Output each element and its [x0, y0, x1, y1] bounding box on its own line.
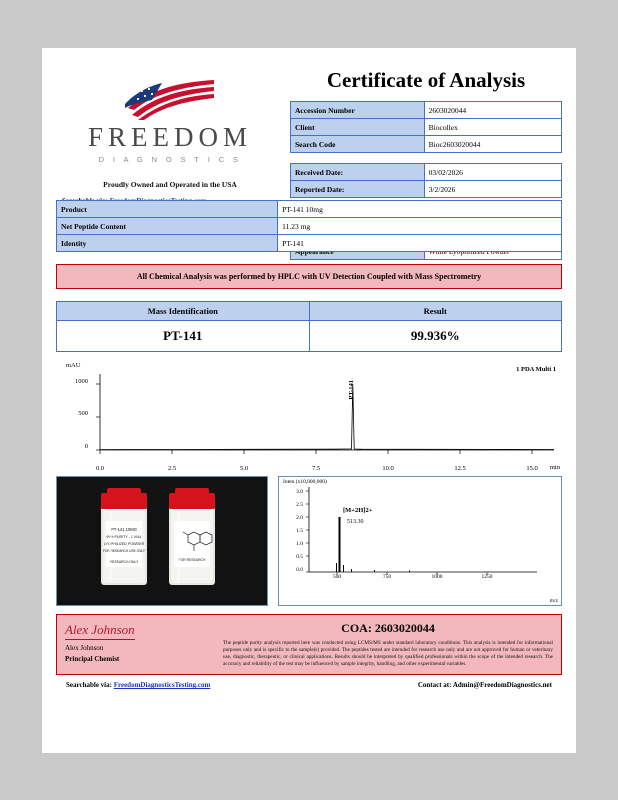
- chrom-title: 1 PDA Multi 1: [516, 366, 556, 373]
- ms-plot: [279, 477, 561, 603]
- table-row: [291, 164, 562, 181]
- coa-number: COA: 2603020044: [341, 621, 435, 635]
- table-row: [57, 201, 562, 218]
- net-peptide-label: Net Peptide Content: [57, 218, 278, 235]
- mass-spectrum-chart: [278, 476, 562, 606]
- accession-table: [290, 101, 562, 153]
- signer-role: Principal Chemist: [65, 655, 120, 663]
- chrom-peak-annotation: PT-141: [348, 380, 355, 400]
- search-code-label: Search Code: [291, 136, 425, 153]
- chrom-xtick-0: 0.0: [95, 465, 105, 472]
- accession-value: 2603020044: [424, 102, 561, 119]
- ms-xlabel: m/z: [549, 598, 558, 604]
- chrom-xtick-5.0: 5.0: [239, 465, 249, 472]
- client-value: Biocollex: [424, 119, 561, 136]
- chrom-plot: [56, 360, 562, 472]
- ms-xtick-500: 500: [332, 574, 342, 580]
- received-label: Received Date:: [291, 164, 425, 181]
- disclaimer-text: The peptide purity analysis reported here was conducted using LCMS/MS under standard laboratory conditions. This analysis is intended for informational purposes only and is specific to the sample(s) provided. The peptides tested are intended for research use only and are not approved for human or veterinary use, diagnostic, therapeutic, or clinical applications. Results should be interpreted by qualified professionals within the scope of the intended research. The accuracy and reliability of the test may be influenced by sample integrity, handling, and other experimental variables.: [223, 640, 553, 668]
- bottom-bar: [56, 681, 562, 689]
- ms-ytick-2.0: 2.0: [296, 515, 303, 521]
- footer-contact-email: Admin@FreedomDiagnostics.net: [452, 681, 552, 690]
- table-row: [57, 235, 562, 252]
- svg-text:RESEARCH ONLY: RESEARCH ONLY: [109, 560, 139, 564]
- ms-annotation-charge: [M+2H]2+: [343, 507, 373, 514]
- reported-label: Reported Date:: [291, 181, 425, 198]
- chrom-xtick-12.5: 12.5: [454, 465, 466, 472]
- chrom-ytick-1000: 1000: [75, 378, 88, 385]
- page-title: Certificate of Analysis: [326, 68, 526, 92]
- hplc-chromatogram: [56, 360, 562, 472]
- reported-value: 3/2/2026: [424, 181, 561, 198]
- signer-name: Alex Johnson: [65, 644, 104, 652]
- footer-searchable: [66, 681, 210, 689]
- search-code-value: Bioc2603020044: [424, 136, 561, 153]
- ms-ytick-1.5: 1.5: [296, 528, 303, 534]
- received-value: 03/02/2026: [424, 164, 561, 181]
- identity-label: Identity: [57, 235, 278, 252]
- table-row: [57, 218, 562, 235]
- net-peptide-value: 11.23 mg: [278, 218, 562, 235]
- footer-searchable-link[interactable]: FreedomDiagnosticsTesting.com: [113, 681, 211, 690]
- spacer: [290, 153, 562, 163]
- flag-icon: [122, 78, 218, 120]
- disclaimer-column: [223, 621, 553, 668]
- signature: Alex Johnson: [65, 622, 135, 640]
- product-value: PT-141 10mg: [278, 201, 562, 218]
- ms-ytick-0.5: 0.5: [296, 554, 303, 560]
- result-value: 99.936%: [309, 321, 562, 352]
- footer-searchable-prefix: Searchable via:: [66, 681, 112, 690]
- footer-contact-prefix: Contact at:: [417, 681, 452, 690]
- table-row: [291, 136, 562, 153]
- ms-title: Inten (x10,000,000): [283, 479, 327, 485]
- analysis-banner: All Chemical Analysis was performed by HPLC with UV Detection Coupled with Mass Spectrometry: [56, 264, 562, 289]
- ms-ytick-2.5: 2.5: [296, 502, 303, 508]
- coa-document: [42, 48, 576, 753]
- svg-text:FOR RESEARCH USE ONLY: FOR RESEARCH USE ONLY: [102, 549, 146, 553]
- ms-ytick-3.0: 3.0: [296, 489, 303, 495]
- client-label: Client: [291, 119, 425, 136]
- chrom-xtick-7.5: 7.5: [311, 465, 321, 472]
- chrom-xlabel: min: [549, 464, 560, 471]
- vial-photo-graphic: [57, 477, 265, 603]
- accession-label: Accession Number: [291, 102, 425, 119]
- chrom-ylabel: mAU: [66, 362, 81, 369]
- chrom-xtick-10.0: 10.0: [382, 465, 394, 472]
- images-row: [56, 476, 562, 606]
- brand-subtitle: D I A G N O S T I C S: [98, 155, 242, 164]
- mass-identification-table: [56, 301, 562, 352]
- chrom-xtick-15.0: 15.0: [526, 465, 538, 472]
- brand-block: [56, 64, 284, 205]
- ms-ytick-0.0: 0.0: [296, 567, 303, 573]
- brand-name: FREEDOM: [87, 122, 252, 152]
- table-row: [291, 181, 562, 198]
- table-row: [291, 119, 562, 136]
- footer-contact: [418, 681, 552, 689]
- svg-text:FOR RESEARCH: FOR RESEARCH: [178, 558, 206, 562]
- ms-xtick-750: 750: [382, 574, 392, 580]
- svg-text:LYOPHILIZED POWDER: LYOPHILIZED POWDER: [103, 542, 145, 546]
- ms-xtick-1250: 1250: [481, 574, 493, 580]
- ms-annotation-mass: 513.30: [347, 519, 364, 525]
- identity-value: PT-141: [278, 235, 562, 252]
- ms-xtick-1000: 1000: [431, 574, 443, 580]
- mass-id-header: Mass Identification: [57, 302, 310, 321]
- usa-tagline: Proudly Owned and Operated in the USA: [103, 180, 237, 189]
- footer-block: [56, 614, 562, 675]
- table-row: [57, 321, 562, 352]
- svg-text:99% PURITY - 1 VIAL: 99% PURITY - 1 VIAL: [106, 535, 142, 539]
- product-table: [56, 200, 562, 252]
- result-header: Result: [309, 302, 562, 321]
- table-row: [291, 102, 562, 119]
- svg-text:PT-141 10MG: PT-141 10MG: [110, 527, 138, 532]
- chrom-ytick-0: 0: [84, 443, 88, 450]
- product-label: Product: [57, 201, 278, 218]
- signature-column: [65, 621, 223, 668]
- vial-photo: [56, 476, 268, 606]
- mass-id-value: PT-141: [57, 321, 310, 352]
- table-header-row: [57, 302, 562, 321]
- ms-ytick-1.0: 1.0: [296, 541, 303, 547]
- chrom-xtick-2.5: 2.5: [167, 465, 177, 472]
- product-table-wrap: [56, 200, 562, 252]
- dates-table: [290, 163, 562, 198]
- chrom-ytick-500: 500: [78, 410, 88, 417]
